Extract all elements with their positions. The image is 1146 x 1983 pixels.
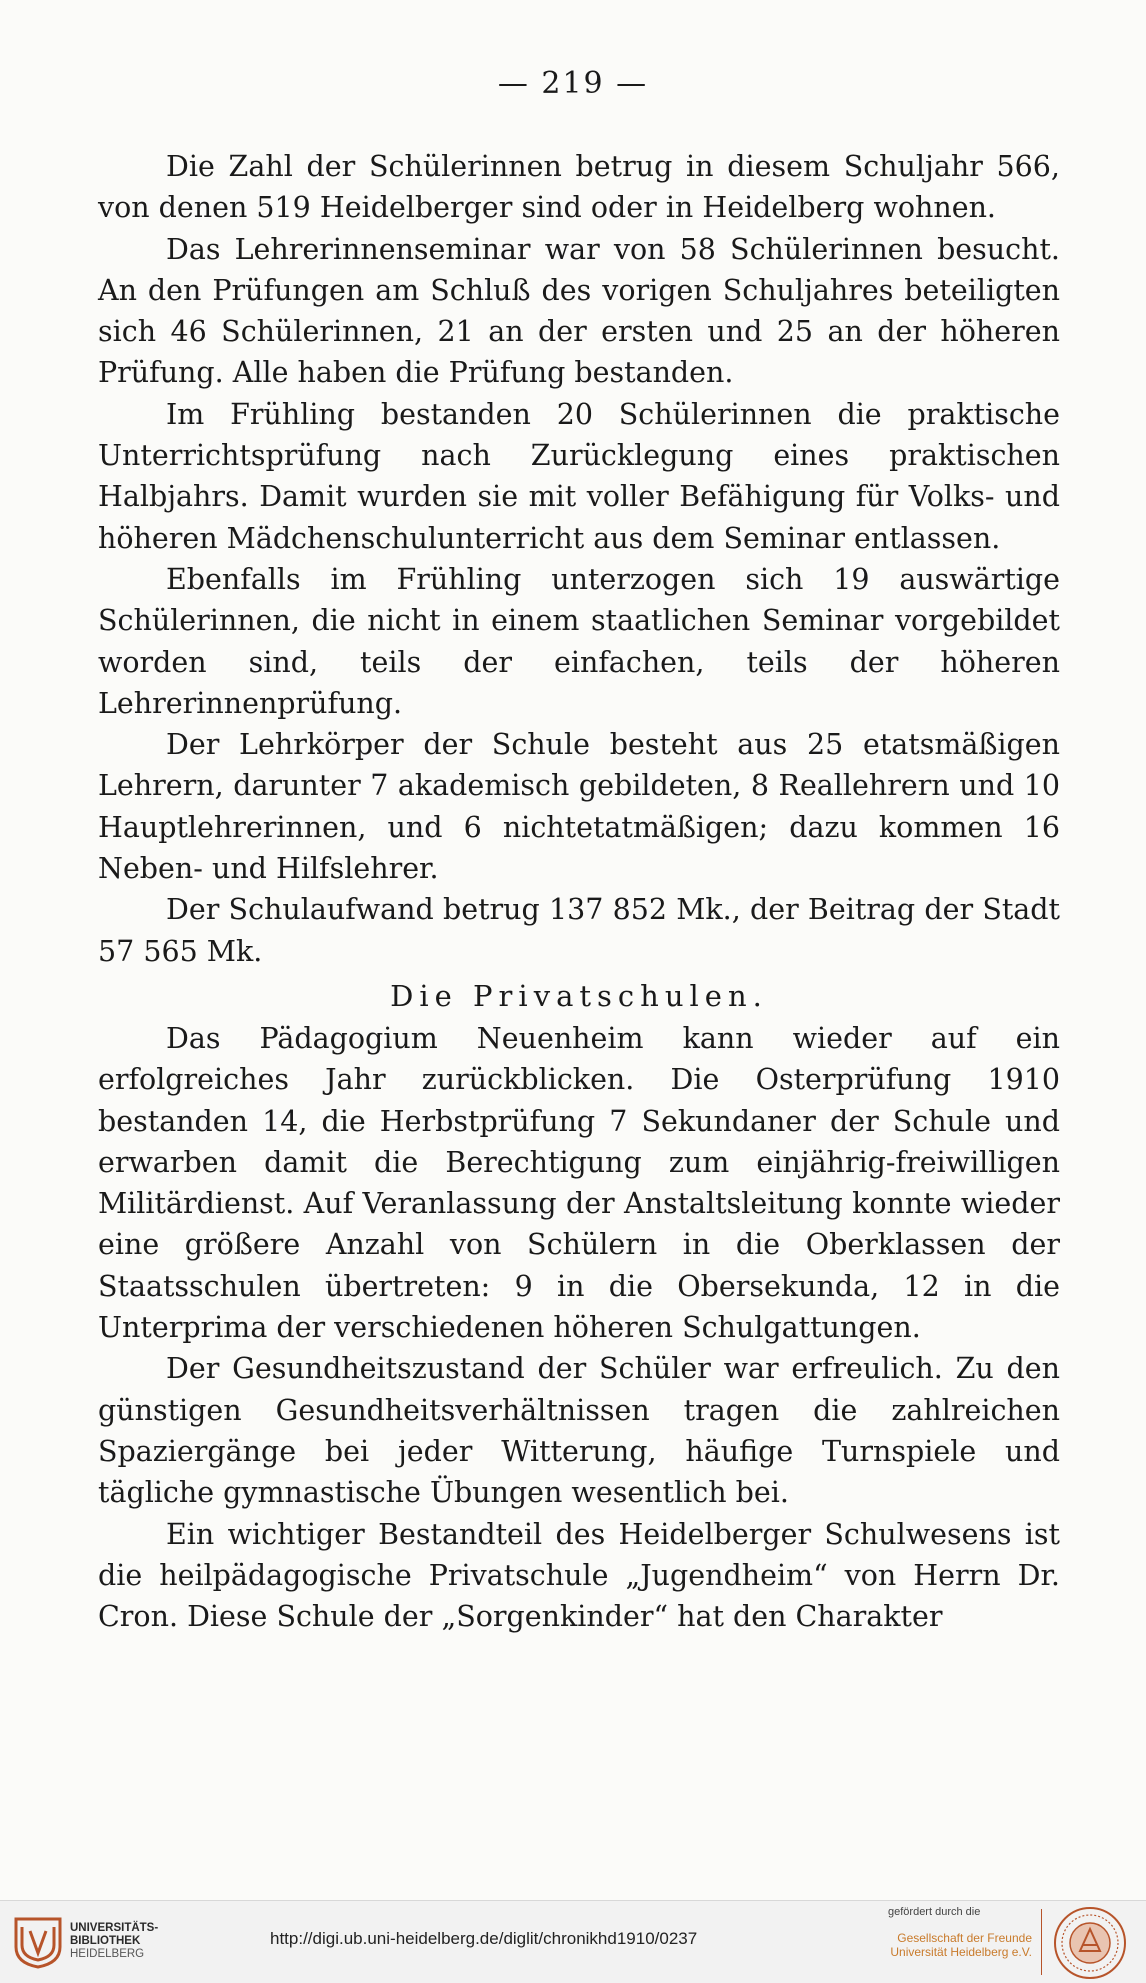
paragraph: Der Schulaufwand betrug 137 852 Mk., der Beitrag der Stadt 57 565 Mk. bbox=[98, 893, 1060, 968]
sponsor-name-line: Universität Heidelberg e.V. bbox=[890, 1945, 1032, 1959]
library-name[interactable] bbox=[70, 1922, 180, 1961]
paragraph: Die Zahl der Schülerinnen betrug in diesem Schuljahr 566, von denen 519 Heidelberger sind oder in Heidelberg wohnen. bbox=[98, 150, 1060, 225]
section-heading: Die Privatschulen. bbox=[390, 978, 768, 1013]
paragraph: Ebenfalls im Frühling unterzogen sich 19 auswärtige Schülerinnen, die nicht in einem staatlichen Seminar vorgebildet worden sind, teils der einfachen, teils der höheren Lehrerinnenprüfung. bbox=[98, 562, 1060, 720]
page-text bbox=[98, 146, 1060, 1637]
sponsor-label: gefördert durch die bbox=[888, 1906, 981, 1918]
footer-divider bbox=[1041, 1909, 1042, 1975]
library-name-line: UNIVERSITÄTS- bbox=[70, 1922, 159, 1934]
sponsor-name[interactable] bbox=[852, 1931, 1032, 1959]
library-name-line: HEIDELBERG bbox=[70, 1948, 145, 1960]
paragraph: Das Pädagogium Neuenheim kann wieder auf ein erfolgreiches Jahr zurückblicken. Die Osterprüfung 1910 bestanden 14, die Herbstprüfung 7 Sekundaner der Schule und erwarben damit die Berechtigung zum einjährig-freiwilligen Militärdienst. Auf Veranlassung der Anstaltsleitung konnte wieder eine größere Anzahl von Schülern in die Oberklassen der Staatsschulen übertreten: 9 in die Obersekunda, 12 in die Unterprima der verschiedenen höheren Schulgattungen. bbox=[98, 1021, 1060, 1345]
paragraph: Ein wichtiger Bestandteil des Heidelberger Schulwesens ist die heilpädagogische Privatschule „Jugendheim“ von Herrn Dr. Cron. Diese Schule der „Sorgenkinder“ hat den Charakter bbox=[98, 1517, 1060, 1634]
university-seal-icon bbox=[1052, 1905, 1128, 1981]
page-number: — 219 — bbox=[497, 66, 649, 101]
footer-bar bbox=[0, 1900, 1146, 1983]
ub-heidelberg-logo-icon[interactable] bbox=[10, 1913, 66, 1971]
paragraph: Der Lehrkörper der Schule besteht aus 25 etatsmäßigen Lehrern, darunter 7 akademisch gebildeten, 8 Reallehrern und 10 Hauptlehrerinnen, und 6 nichtetatmäßigen; dazu kommen 16 Neben- und Hilfslehrer. bbox=[98, 728, 1060, 886]
paragraph: Das Lehrerinnenseminar war von 58 Schülerinnen besucht. An den Prüfungen am Schluß des vorigen Schuljahres beteiligten sich 46 Schülerinnen, 21 an der ersten und 25 an der höheren Prüfung. Alle haben die Prüfung bestanden. bbox=[98, 232, 1060, 390]
paragraph: Im Frühling bestanden 20 Schülerinnen die praktische Unterrichtsprüfung nach Zurücklegung eines praktischen Halbjahrs. Damit wurden sie mit voller Befähigung für Volks- und höheren Mädchenschulunterricht aus dem Seminar entlassen. bbox=[98, 397, 1060, 555]
library-name-line: BIBLIOTHEK bbox=[70, 1935, 141, 1947]
sponsor-name-line: Gesellschaft der Freunde bbox=[897, 1931, 1032, 1945]
paragraph: Der Gesundheitszustand der Schüler war erfreulich. Zu den günstigen Gesundheitsverhältnissen tragen die zahlreichen Spaziergänge bei jeder Witterung, häufige Turnspiele und tägliche gymnastische Übungen wesentlich bei. bbox=[98, 1352, 1060, 1510]
permalink-url[interactable]: http://digi.ub.uni-heidelberg.de/diglit/chronikhd1910/0237 bbox=[270, 1929, 698, 1948]
